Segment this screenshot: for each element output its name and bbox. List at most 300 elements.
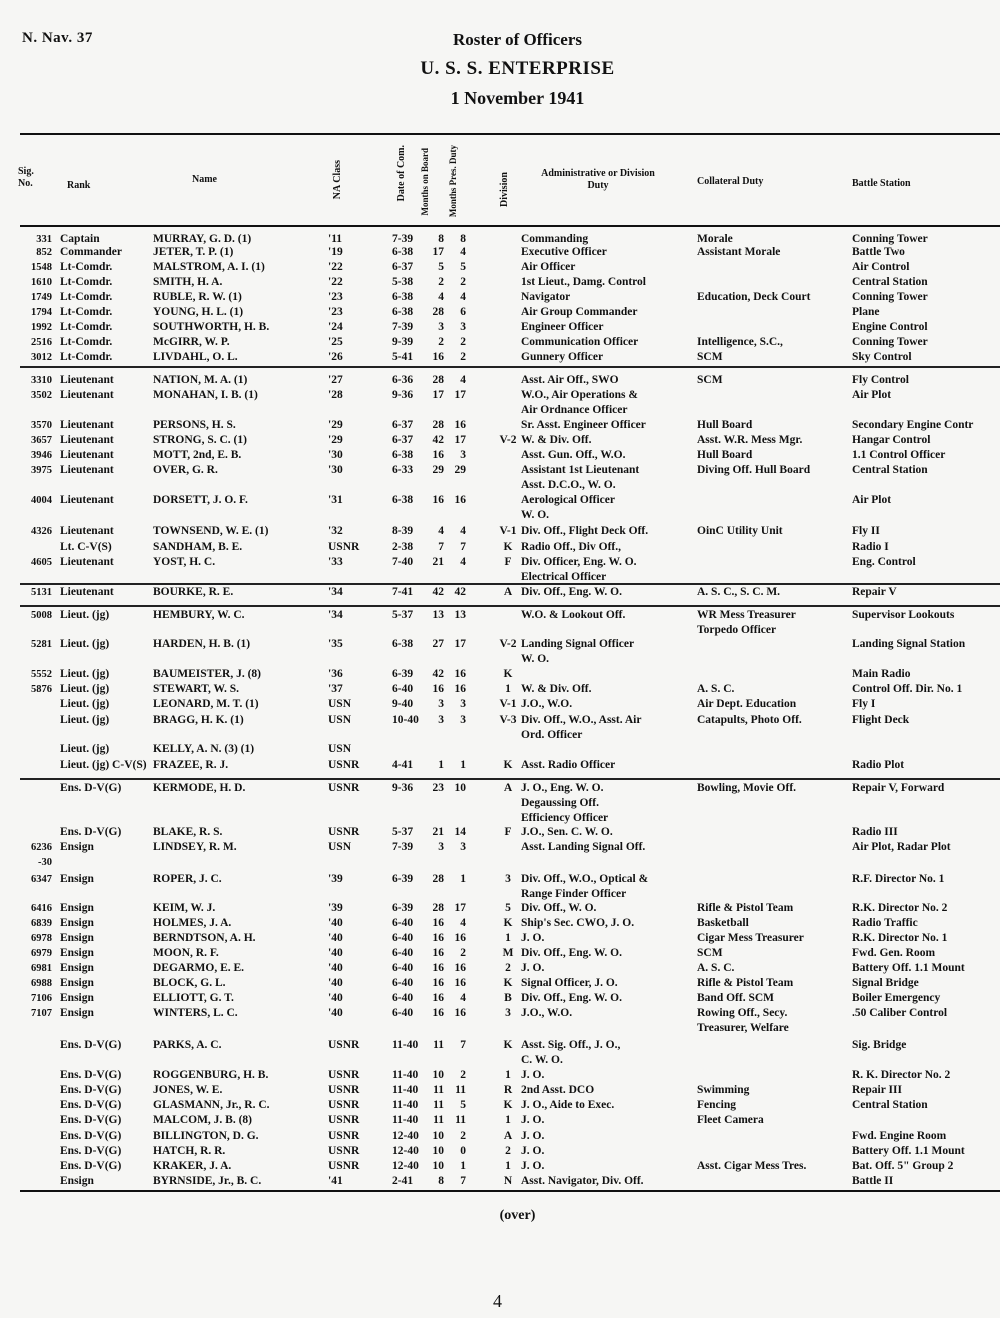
cell-rank: Ensign [60, 977, 94, 989]
cell-rank: Lt-Comdr. [60, 336, 113, 348]
cell-date: 6-40 [392, 932, 414, 944]
cell-date: 6-40 [392, 962, 414, 974]
cell-date: 6-38 [392, 494, 414, 506]
cell-sig: 6416 [31, 903, 52, 914]
cell-date: 5-37 [392, 609, 414, 621]
cell-name: WINTERS, L. C. [153, 1007, 238, 1019]
cell-cls: USNR [328, 1099, 360, 1111]
cell-sig: 1749 [31, 292, 52, 303]
cell-rank: Ensign [60, 917, 94, 929]
cell-name: NATION, M. A. (1) [153, 374, 248, 386]
cell-div: K [503, 668, 513, 680]
cell-mon: 29 [432, 464, 444, 476]
cell-rank: Lt-Comdr. [60, 321, 113, 333]
cell-date: 7-41 [392, 586, 414, 598]
cell-sig: 5552 [31, 669, 52, 680]
cell-mon: 3 [438, 841, 444, 853]
cell-coll: Assistant Morale [697, 246, 781, 258]
cell-coll: Band Off. SCM [697, 992, 774, 1004]
cell-pres: 4 [460, 992, 466, 1004]
cell-batt: .50 Caliber Control [852, 1007, 948, 1019]
cell-pres: 3 [460, 714, 466, 726]
cell-name: SOUTHWORTH, H. B. [153, 321, 270, 333]
cell-pres: 3 [460, 698, 466, 710]
col-rank: Rank [67, 180, 91, 191]
cell-name: YOST, H. C. [153, 556, 216, 568]
cell-sig: 331 [36, 234, 52, 245]
cell-batt: 1.1 Control Officer [852, 449, 946, 461]
cell-rank: Ensign [60, 873, 94, 885]
cell-rank: Lieutenant [60, 525, 114, 537]
cell-cls: '41 [328, 1175, 343, 1187]
cell-coll: Rifle & Pistol Team [697, 977, 794, 989]
col-name: Name [192, 174, 217, 185]
cell-mon: 16 [432, 947, 444, 959]
cell-rank: Lieut. (jg) [60, 683, 110, 695]
cell-cls: '40 [328, 932, 343, 944]
cell-date: 4-41 [392, 759, 414, 771]
cell-div: 3 [505, 1007, 511, 1019]
cell-batt: Battery Off. 1.1 Mount [852, 1145, 965, 1157]
cell-pres: 16 [454, 962, 466, 974]
cell-admin: J. O. [521, 1160, 545, 1172]
cell-batt: Repair V, Forward [852, 782, 945, 794]
cell-mon: 16 [432, 962, 444, 974]
cell-rank: Commander [60, 246, 122, 258]
cell-sig: 7106 [31, 993, 52, 1004]
cell-admin2: Air Ordnance Officer [521, 404, 628, 416]
cell-name: HOLMES, J. A. [153, 917, 232, 929]
cell-name: HARDEN, H. B. (1) [153, 638, 251, 650]
cell-div: A [503, 586, 513, 598]
cell-pres: 17 [454, 434, 466, 446]
section-rule [20, 366, 1000, 368]
cell-admin: Ship's Sec. CWO, J. O. [521, 917, 635, 929]
cell-coll: SCM [697, 351, 723, 363]
cell-mon: 11 [433, 1039, 444, 1051]
cell-rank: Ens. D-V(G) [60, 1039, 122, 1051]
cell-sig: 5281 [31, 639, 52, 650]
cell-admin: Gunnery Officer [521, 351, 604, 363]
cell-coll: Diving Off. Hull Board [697, 464, 811, 476]
cell-admin: J.O., W.O. [521, 1007, 573, 1019]
cell-admin2: Degaussing Off. [521, 797, 599, 809]
cell-admin: J. O. [521, 932, 545, 944]
cell-cls: '30 [328, 449, 343, 461]
cell-date: 12-40 [392, 1130, 419, 1142]
cell-rank: Lieutenant [60, 389, 114, 401]
cell-div: V-2 [499, 638, 517, 650]
cell-cls: '19 [328, 246, 343, 258]
cell-name: KELLY, A. N. (3) (1) [153, 743, 255, 755]
cell-batt: R.K. Director No. 1 [852, 932, 948, 944]
cell-div: 3 [505, 873, 511, 885]
cell-cls: '23 [328, 306, 343, 318]
cell-date: 6-40 [392, 1007, 414, 1019]
cell-batt: Signal Bridge [852, 977, 919, 989]
cell-batt: Supervisor Lookouts [852, 609, 955, 621]
cell-coll: Rifle & Pistol Team [697, 902, 794, 914]
cell-admin: Aerological Officer [521, 494, 615, 506]
cell-pres: 14 [454, 826, 466, 838]
cell-name: HATCH, R. R. [153, 1145, 226, 1157]
cell-name: STRONG, S. C. (1) [153, 434, 247, 446]
cell-mon: 27 [432, 638, 444, 650]
cell-admin2: C. W. O. [521, 1054, 563, 1066]
cell-mon: 2 [438, 276, 444, 288]
cell-batt: Engine Control [852, 321, 928, 333]
cell-date: 6-40 [392, 992, 414, 1004]
section-rule [20, 583, 1000, 585]
col-na-class: NA Class [332, 160, 343, 200]
col-months-board: Months on Board [420, 148, 430, 216]
cell-div: N [503, 1175, 513, 1187]
cell-cls: '11 [328, 233, 343, 245]
cell-sig: 3946 [31, 450, 52, 461]
cell-cls: '39 [328, 873, 343, 885]
cell-cls: '40 [328, 947, 343, 959]
cell-date: 6-37 [392, 419, 414, 431]
cell-rank: Lieut. (jg) [60, 609, 110, 621]
cell-div: K [503, 541, 513, 553]
cell-rank: Ens. D-V(G) [60, 1099, 122, 1111]
col-date-com: Date of Com. [396, 145, 407, 202]
cell-name: YOUNG, H. L. (1) [153, 306, 244, 318]
cell-coll: Hull Board [697, 419, 753, 431]
cell-cls: '29 [328, 419, 343, 431]
cell-rank: Ens. D-V(G) [60, 782, 122, 794]
cell-pres: 16 [454, 977, 466, 989]
cell-sig: 6979 [31, 948, 52, 959]
cell-cls: USN [328, 714, 352, 726]
cell-sig: 5131 [31, 587, 52, 598]
col-collateral: Collateral Duty [697, 176, 764, 187]
cell-coll: Basketball [697, 917, 749, 929]
cell-name: MOON, R. F. [153, 947, 219, 959]
cell-rank: Lieut. (jg) [60, 638, 110, 650]
cell-mon: 1 [438, 759, 444, 771]
cell-div: 1 [505, 1069, 511, 1081]
cell-cls: '30 [328, 464, 343, 476]
cell-div: 2 [505, 962, 511, 974]
cell-name: ELLIOTT, G. T. [153, 992, 234, 1004]
cell-date: 6-38 [392, 449, 414, 461]
cell-mon: 16 [432, 449, 444, 461]
cell-mon: 2 [438, 336, 444, 348]
cell-sig: 7107 [31, 1008, 52, 1019]
cell-date: 7-39 [392, 841, 414, 853]
cell-batt: Repair V [852, 586, 897, 598]
cell-name: BLOCK, G. L. [153, 977, 226, 989]
cell-batt: R.F. Director No. 1 [852, 873, 945, 885]
cell-pres: 5 [460, 1099, 466, 1111]
cell-rank: Lieutenant [60, 374, 114, 386]
cell-batt: Control Off. Dir. No. 1 [852, 683, 963, 695]
cell-sig: 3657 [31, 435, 52, 446]
cell-batt: Main Radio [852, 668, 911, 680]
cell-pres: 2 [460, 1130, 466, 1142]
cell-sig: 852 [36, 247, 52, 258]
col-admin-duty: Administrative or Division Duty [541, 168, 655, 191]
cell-cls: USN [328, 698, 352, 710]
cell-name: OVER, G. R. [153, 464, 218, 476]
ship-name: U. S. S. ENTERPRISE [420, 58, 615, 79]
cell-mon: 28 [432, 902, 444, 914]
cell-admin: Div. Off., Eng. W. O. [521, 992, 622, 1004]
cell-div: V-2 [499, 434, 517, 446]
cell-div: V-1 [499, 698, 517, 710]
cell-batt: Fwd. Engine Room [852, 1130, 947, 1142]
cell-pres: 10 [454, 782, 466, 794]
section-rule [20, 605, 1000, 607]
cell-date: 7-39 [392, 321, 414, 333]
cell-name: MALCOM, J. B. (8) [153, 1114, 253, 1126]
cell-pres: 4 [460, 374, 466, 386]
cell-rank: Ensign [60, 992, 94, 1004]
cell-date: 11-40 [392, 1039, 419, 1051]
cell-pres: 2 [460, 947, 466, 959]
cell-name: MOTT, 2nd, E. B. [153, 449, 242, 461]
cell-sig: 6988 [31, 978, 52, 989]
cell-admin: Commanding [521, 233, 589, 245]
cell-cls: USNR [328, 1130, 360, 1142]
cell-mon: 16 [432, 494, 444, 506]
cell-pres: 2 [460, 276, 466, 288]
cell-batt: Air Control [852, 261, 910, 273]
cell-rank: Ens. D-V(G) [60, 826, 122, 838]
cell-name: McGIRR, W. P. [153, 336, 230, 348]
cell-mon: 16 [432, 917, 444, 929]
cell-admin: J.O., W.O. [521, 698, 573, 710]
cell-pres: 7 [460, 1039, 466, 1051]
cell-admin: J.O., Sen. C. W. O. [521, 826, 613, 838]
cell-pres: 4 [460, 291, 466, 303]
cell-batt: Fly II [852, 525, 880, 537]
cell-pres: 13 [454, 609, 466, 621]
cell-cls: '27 [328, 374, 343, 386]
cell-admin: J. O. [521, 1145, 545, 1157]
cell-mon: 4 [438, 525, 444, 537]
cell-coll2: Treasurer, Welfare [697, 1022, 789, 1034]
cell-coll: OinC Utility Unit [697, 525, 783, 537]
cell-coll: Asst. Cigar Mess Tres. [697, 1160, 807, 1172]
cell-admin: Div. Off., Flight Deck Off. [521, 525, 649, 537]
cell-cls: '29 [328, 434, 343, 446]
cell-div: K [503, 917, 513, 929]
cell-pres: 3 [460, 841, 466, 853]
cell-date: 6-40 [392, 683, 414, 695]
cell-sig: 3975 [31, 465, 52, 476]
cell-name: BLAKE, R. S. [153, 826, 223, 838]
cell-mon: 10 [432, 1069, 444, 1081]
cell-div: 1 [505, 1114, 511, 1126]
cell-sig: 5008 [31, 610, 52, 621]
cell-div: B [504, 992, 512, 1004]
cell-div: M [502, 947, 514, 959]
cell-rank: Lieut. (jg) [60, 714, 110, 726]
cell-pres: 7 [460, 1175, 466, 1187]
cell-coll: Cigar Mess Treasurer [697, 932, 804, 944]
cell-admin: J. O. [521, 1130, 545, 1142]
cell-mon: 21 [432, 556, 444, 568]
cell-pres: 16 [454, 419, 466, 431]
cell-name: BOURKE, R. E. [153, 586, 234, 598]
cell-date: 6-39 [392, 668, 414, 680]
cell-batt: Conning Tower [852, 291, 928, 303]
cell-name: STEWART, W. S. [153, 683, 239, 695]
cell-admin: Asst. Gun. Off., W.O. [521, 449, 626, 461]
form-id: N. Nav. 37 [22, 30, 93, 46]
cell-rank: Lieut. (jg) [60, 743, 110, 755]
cell-name: BRAGG, H. K. (1) [153, 714, 244, 726]
cell-cls: '26 [328, 351, 343, 363]
col-sig-no: Sig. No. [18, 166, 34, 189]
cell-date: 11-40 [392, 1114, 419, 1126]
cell-date: 9-36 [392, 782, 414, 794]
cell-pres: 1 [460, 1160, 466, 1172]
section-rule [20, 778, 1000, 780]
cell-batt: Battery Off. 1.1 Mount [852, 962, 965, 974]
cell-date: 7-40 [392, 556, 414, 568]
cell-cls: '40 [328, 962, 343, 974]
cell-admin: 1st Lieut., Damg. Control [521, 276, 647, 288]
cell-pres: 16 [454, 1007, 466, 1019]
cell-date: 9-36 [392, 389, 414, 401]
cell-rank: Lt. C-V(S) [60, 541, 112, 553]
cell-name: LEONARD, M. T. (1) [153, 698, 259, 710]
cell-cls: '23 [328, 291, 343, 303]
cell-rank: Lieut. (jg) C-V(S) [60, 759, 147, 771]
cell-name: PARKS, A. C. [153, 1039, 222, 1051]
cell-pres: 6 [460, 306, 466, 318]
cell-batt: Conning Tower [852, 336, 928, 348]
cell-div: F [504, 826, 512, 838]
cell-date: 6-38 [392, 291, 414, 303]
cell-date: 11-40 [392, 1069, 419, 1081]
cell-coll: Swimming [697, 1084, 750, 1096]
cell-admin: J. O. [521, 1114, 545, 1126]
cell-date: 6-40 [392, 947, 414, 959]
cell-cls: USNR [328, 782, 360, 794]
cell-pres: 4 [460, 246, 466, 258]
cell-mon: 16 [432, 977, 444, 989]
cell-rank: Ens. D-V(G) [60, 1069, 122, 1081]
cell-rank: Lieutenant [60, 464, 114, 476]
cell-mon: 16 [432, 351, 444, 363]
cell-admin: Engineer Officer [521, 321, 604, 333]
top-rule [20, 133, 1000, 135]
cell-admin2: W. O. [521, 509, 550, 521]
cell-sig: 1992 [31, 322, 52, 333]
cell-date: 6-39 [392, 873, 414, 885]
cell-date: 5-41 [392, 351, 414, 363]
cell-cls: '32 [328, 525, 343, 537]
cell-sig: 3502 [31, 390, 52, 401]
cell-pres: 29 [454, 464, 466, 476]
cell-mon: 7 [438, 541, 444, 553]
cell-pres: 16 [454, 932, 466, 944]
cell-batt: Radio Plot [852, 759, 905, 771]
roster-date: 1 November 1941 [450, 88, 585, 108]
cell-admin2: Range Finder Officer [521, 888, 627, 900]
cell-batt: Flight Deck [852, 714, 910, 726]
cell-name: BILLINGTON, D. G. [153, 1130, 259, 1142]
cell-cls: '28 [328, 389, 343, 401]
cell-admin: Navigator [521, 291, 571, 303]
cell-mon: 21 [432, 826, 444, 838]
cell-date: 6-40 [392, 917, 414, 929]
cell-div: K [503, 1099, 513, 1111]
cell-name: KRAKER, J. A. [153, 1160, 232, 1172]
cell-div: K [503, 759, 513, 771]
cell-div: A [503, 1130, 513, 1142]
cell-mon: 13 [432, 609, 444, 621]
cell-pres: 11 [455, 1084, 466, 1096]
cell-rank: Lt-Comdr. [60, 291, 113, 303]
cell-rank: Ens. D-V(G) [60, 1114, 122, 1126]
cell-cls: '37 [328, 683, 343, 695]
cell-date: 9-40 [392, 698, 414, 710]
header-rule [20, 225, 1000, 227]
cell-coll: Asst. W.R. Mess Mgr. [697, 434, 803, 446]
cell-name: JONES, W. E. [153, 1084, 223, 1096]
cell-name: FRAZEE, R. J. [153, 759, 229, 771]
cell-name: BAUMEISTER, J. (8) [153, 668, 261, 680]
cell-rank: Captain [60, 233, 100, 245]
cell-name: KERMODE, H. D. [153, 782, 246, 794]
cell-cls: '40 [328, 977, 343, 989]
cell-batt: Air Plot [852, 389, 892, 401]
cell-cls: USNR [328, 1084, 360, 1096]
cell-rank: Lt-Comdr. [60, 306, 113, 318]
cell-admin: Div. Off., W. O. [521, 902, 597, 914]
cell-name: JETER, T. P. (1) [153, 246, 234, 258]
cell-coll: WR Mess Treasurer [697, 609, 796, 621]
cell-date: 10-40 [392, 714, 419, 726]
cell-coll2: Torpedo Officer [697, 624, 777, 636]
cell-name: GLASMANN, Jr., R. C. [153, 1099, 270, 1111]
cell-admin: Radio Off., Div Off., [521, 541, 621, 553]
cell-coll: A. S. C., S. C. M. [697, 586, 781, 598]
cell-date: 6-37 [392, 434, 414, 446]
cell-batt: Central Station [852, 464, 928, 476]
cell-div: 5 [505, 902, 511, 914]
cell-cls: '35 [328, 638, 343, 650]
cell-mon: 42 [432, 434, 444, 446]
cell-rank: Ensign [60, 841, 94, 853]
cell-batt: Hangar Control [852, 434, 931, 446]
cell-rank: Lieutenant [60, 494, 114, 506]
cell-cls: '34 [328, 586, 343, 598]
cell-rank: Ensign [60, 932, 94, 944]
cell-div: K [503, 977, 513, 989]
cell-pres: 1 [460, 759, 466, 771]
cell-batt: Radio Traffic [852, 917, 918, 929]
cell-mon: 11 [433, 1114, 444, 1126]
cell-admin: Communication Officer [521, 336, 639, 348]
cell-cls: '22 [328, 261, 343, 273]
cell-mon: 16 [432, 992, 444, 1004]
cell-admin: J. O. [521, 1069, 545, 1081]
cell-batt: Boiler Emergency [852, 992, 941, 1004]
col-battle: Battle Station [852, 178, 911, 189]
cell-rank: Lieutenant [60, 434, 114, 446]
cell-mon: 8 [438, 1175, 444, 1187]
cell-date: 11-40 [392, 1099, 419, 1111]
cell-mon: 42 [432, 668, 444, 680]
cell-date: 6-39 [392, 902, 414, 914]
cell-coll: SCM [697, 947, 723, 959]
